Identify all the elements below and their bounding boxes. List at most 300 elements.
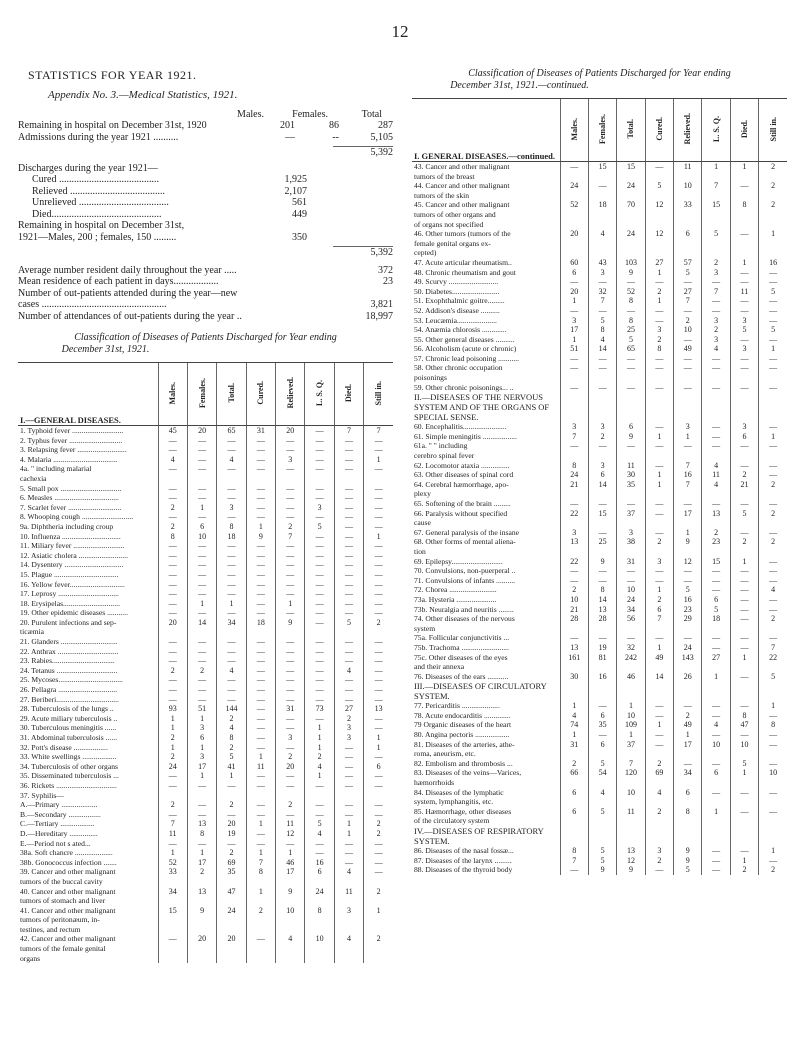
disease-label: A.—Primary ................... [20, 800, 98, 810]
cell-value [617, 518, 645, 528]
cell-value [334, 791, 363, 801]
cell-value [702, 662, 730, 672]
cell-value: — [217, 436, 246, 446]
cell-value: — [187, 464, 216, 474]
cell-value: 2 [759, 509, 787, 519]
cell-value: — [730, 846, 758, 856]
cell-value: — [617, 354, 645, 364]
cell-value: — [730, 788, 758, 798]
table-row [412, 537, 787, 547]
cell-value: — [276, 695, 305, 705]
cell-value [334, 944, 363, 954]
table-row [412, 730, 787, 740]
cell-value: — [246, 608, 275, 618]
cell-value: 9 [276, 887, 305, 897]
cell-value: 1 [305, 771, 334, 781]
cell-value: — [305, 637, 334, 647]
disease-label: 64. Cerebral hæmorrhage, apo- [414, 479, 509, 489]
cell-value: — [305, 685, 334, 695]
disease-label: system, lymphangitis, etc. [414, 797, 494, 807]
cell-value [364, 474, 393, 484]
column-header [246, 363, 275, 426]
summary-header: Males. Females. Total [237, 109, 382, 120]
cell-value: — [246, 551, 275, 561]
disease-label: 80. Angina pectoris .................. [414, 730, 510, 740]
cell-value: — [187, 839, 216, 849]
disease-label: 43. Cancer and other malignant [414, 162, 510, 171]
cell-value [588, 826, 616, 846]
cell-value: 2 [759, 865, 787, 875]
cell-value: 24 [560, 470, 588, 480]
cell-value: — [617, 306, 645, 316]
cell-value: 1 [305, 723, 334, 733]
disease-label: tumors of other organs and [414, 209, 496, 219]
cell-value: — [217, 512, 246, 522]
table-row [18, 887, 393, 897]
cell-value: — [187, 512, 216, 522]
cell-value: 1 [364, 455, 393, 465]
cell-value: 1 [246, 848, 275, 858]
table-row [18, 781, 393, 791]
cell-value: 34 [217, 618, 246, 628]
disease-label: 60. Encephalitis....................... [414, 422, 507, 432]
cell-value: 20 [187, 934, 216, 944]
cell-value: 9 [187, 906, 216, 916]
cell-value [246, 627, 275, 637]
cell-value: 56 [617, 614, 645, 624]
cell-value: — [730, 595, 758, 605]
cell-value: 15 [617, 162, 645, 172]
cell-value [246, 877, 275, 887]
table-row [18, 771, 393, 781]
cell-value: — [276, 464, 305, 474]
cell-value: 24 [674, 643, 702, 653]
cell-value: 24 [560, 181, 588, 191]
cell-value [730, 373, 758, 383]
left-table-subtitle: December 31st, 1921. [61, 344, 150, 355]
cell-value: — [334, 781, 363, 791]
cell-value: — [759, 528, 787, 538]
cell-value [730, 248, 758, 258]
cell-value: — [588, 528, 616, 538]
cell-value: 10 [759, 768, 787, 778]
cell-value [588, 816, 616, 826]
cell-value: — [364, 608, 393, 618]
cell-value: 26 [674, 672, 702, 682]
cell-value: 1 [246, 819, 275, 829]
cell-value [187, 896, 216, 906]
table-row [18, 954, 393, 964]
cell-value: 1 [645, 296, 673, 306]
cell-value: — [305, 484, 334, 494]
disease-label: 54. Anæmia chlorosis ............. [414, 325, 507, 335]
disease-label: 63. Other diseases of spinal cord [414, 470, 514, 480]
cell-value: 5 [588, 846, 616, 856]
cell-value [674, 392, 702, 422]
cell-value: 70 [617, 200, 645, 210]
cell-value [588, 681, 616, 701]
cell-value [674, 518, 702, 528]
cell-value: — [246, 656, 275, 666]
cell-value [588, 248, 616, 258]
cell-value [588, 191, 616, 201]
cell-value: — [645, 461, 673, 471]
cell-value [702, 248, 730, 258]
cell-value: — [702, 576, 730, 586]
cell-value [334, 627, 363, 637]
disease-label: 83. Diseases of the veins—Varices, [414, 768, 522, 778]
cell-value: — [246, 445, 275, 455]
cell-value: — [158, 599, 187, 609]
cell-value: — [674, 277, 702, 287]
cell-value [759, 518, 787, 528]
cell-value [158, 627, 187, 637]
cell-value: — [305, 570, 334, 580]
cell-value: 3 [645, 557, 673, 567]
disease-label: 28. Tuberculosis of the lungs .. [20, 704, 114, 714]
table-row [412, 788, 787, 798]
cell-value: 14 [588, 595, 616, 605]
cell-value [187, 627, 216, 637]
cell-value: 20 [560, 287, 588, 297]
column-header [759, 99, 787, 162]
cell-value [217, 791, 246, 801]
discharge-value: 2,107 [284, 185, 307, 197]
cell-value: 3 [730, 316, 758, 326]
cell-value: 46 [276, 858, 305, 868]
cell-value: 1 [674, 528, 702, 538]
cell-value: 9 [674, 856, 702, 866]
cell-value: 1 [305, 743, 334, 753]
cell-value: 1 [674, 730, 702, 740]
column-header-text: Died. [739, 120, 749, 138]
cell-value: 10 [617, 585, 645, 595]
cell-value: — [305, 532, 334, 542]
cell-value: — [305, 541, 334, 551]
cell-value: — [246, 810, 275, 820]
cell-value [645, 210, 673, 220]
cell-value: — [759, 461, 787, 471]
cell-value: 4 [158, 455, 187, 465]
cell-value: — [702, 432, 730, 442]
cell-value: — [276, 512, 305, 522]
cell-value: 5 [674, 585, 702, 595]
cell-value: 2 [759, 480, 787, 490]
cell-value: — [364, 695, 393, 705]
section-row [412, 826, 787, 846]
cell-value: 8 [187, 829, 216, 839]
disease-label: cause [414, 518, 431, 528]
statistic-value: 18,997 [365, 310, 393, 322]
cell-value: 1 [158, 714, 187, 724]
cell-value: 13 [588, 605, 616, 615]
cell-value: 1 [759, 701, 787, 711]
table-row [18, 551, 393, 561]
page-number: 12 [391, 22, 409, 41]
table-row [412, 191, 787, 201]
cell-value: 2 [276, 522, 305, 532]
cell-value [730, 547, 758, 557]
disease-label: system [414, 623, 436, 633]
cell-value: 2 [364, 618, 393, 628]
cell-value: 11 [702, 470, 730, 480]
cell-value: — [702, 711, 730, 721]
cell-value: — [305, 512, 334, 522]
cell-value: 13 [560, 643, 588, 653]
cell-value: 5 [759, 287, 787, 297]
cell-value [617, 797, 645, 807]
cell-value [560, 816, 588, 826]
column-header [560, 99, 588, 162]
cell-value [560, 749, 588, 759]
cell-value: — [334, 637, 363, 647]
cell-value: — [364, 752, 393, 762]
table-row [412, 383, 787, 393]
cell-value: — [246, 800, 275, 810]
cell-value: — [158, 685, 187, 695]
cell-value: — [560, 306, 588, 316]
cell-value: — [730, 181, 758, 191]
cell-value: — [158, 560, 187, 570]
cell-value: — [305, 714, 334, 724]
cell-value [645, 518, 673, 528]
cell-value: — [645, 306, 673, 316]
cell-value [674, 624, 702, 634]
column-header-text: L. S. Q. [315, 379, 325, 406]
cell-value [645, 392, 673, 422]
cell-value: — [334, 484, 363, 494]
cell-value [730, 239, 758, 249]
cell-value: 1 [674, 432, 702, 442]
cell-value: 7 [702, 287, 730, 297]
table-row [412, 316, 787, 326]
discharges-label: Discharges during the year 1921— [18, 162, 158, 174]
disease-label: 34. Tuberculosis of other organs [20, 761, 118, 771]
cell-value [730, 662, 758, 672]
cell-value: 2 [759, 537, 787, 547]
cell-value: — [217, 493, 246, 503]
cell-value: — [305, 800, 334, 810]
cell-value: — [305, 695, 334, 705]
cell-value: — [187, 685, 216, 695]
cell-value: — [364, 839, 393, 849]
cell-value: — [759, 335, 787, 345]
remaining-31-label: Remaining in hospital on December 31st, [18, 220, 185, 231]
cell-value: 8 [759, 720, 787, 730]
table-row [18, 599, 393, 609]
cell-value: — [305, 589, 334, 599]
cell-value: — [364, 810, 393, 820]
statistic-label: Number of out-patients attended during the year—new [18, 287, 238, 299]
cell-value: — [730, 730, 758, 740]
cell-value [217, 954, 246, 964]
table-row [412, 662, 787, 672]
cell-value: 2 [187, 867, 216, 877]
cell-value: 1 [364, 906, 393, 916]
cell-value: 24 [217, 906, 246, 916]
disease-label: 87. Diseases of the larynx ......... [414, 855, 512, 865]
cell-value [645, 172, 673, 182]
cell-value [560, 624, 588, 634]
cell-value: — [217, 675, 246, 685]
cell-value [730, 518, 758, 528]
cell-value: 11 [158, 829, 187, 839]
cell-value: 31 [617, 557, 645, 567]
cell-value: 14 [645, 672, 673, 682]
cell-value: 16 [674, 595, 702, 605]
cell-value [217, 877, 246, 887]
cell-value: — [158, 839, 187, 849]
cell-value: 2 [217, 848, 246, 858]
cell-value: 8 [730, 200, 758, 210]
cell-value [364, 944, 393, 954]
cell-value: — [645, 162, 673, 172]
disease-label: 71. Convulsions of infants .......... [414, 575, 516, 585]
cell-value: 22 [560, 557, 588, 567]
cell-value: — [730, 306, 758, 316]
cell-value [702, 518, 730, 528]
disease-label: ticæmia [20, 627, 45, 637]
cell-value [364, 791, 393, 801]
table-row [18, 512, 393, 522]
cell-value [276, 627, 305, 637]
cell-value [645, 749, 673, 759]
cell-value: — [560, 383, 588, 393]
cell-value [617, 373, 645, 383]
cell-value [560, 220, 588, 230]
disease-label: 23. Rabies................................. [20, 656, 115, 666]
cell-value: — [217, 589, 246, 599]
right-column [412, 68, 787, 875]
cell-value: — [674, 633, 702, 643]
cell-value: 4 [334, 867, 363, 877]
cell-value [702, 239, 730, 249]
cell-value [674, 248, 702, 258]
cell-value [187, 791, 216, 801]
disease-label: 17. Leprosy ................................ [20, 589, 119, 599]
cell-value [560, 373, 588, 383]
cell-value: — [217, 570, 246, 580]
disease-label: 76. Diseases of the ears ........... [414, 671, 509, 681]
cell-value: 9 [276, 618, 305, 628]
cell-value [702, 778, 730, 788]
cell-value [364, 627, 393, 637]
cell-value: 57 [674, 258, 702, 268]
cell-value [617, 489, 645, 499]
cell-value: 10 [674, 181, 702, 191]
cell-value: — [334, 752, 363, 762]
cell-value [674, 489, 702, 499]
cell-value: — [702, 585, 730, 595]
cell-value [217, 915, 246, 925]
cell-value: — [246, 781, 275, 791]
summary-remaining-row: Remaining in hospital on December 31st, 1920 201 86 287 [18, 120, 393, 131]
cell-value [560, 778, 588, 788]
cell-value: 8 [588, 585, 616, 595]
cell-value: — [246, 637, 275, 647]
table-row [18, 810, 393, 820]
cell-value: 5 [674, 268, 702, 278]
cell-value: — [588, 576, 616, 586]
disease-label: cachexia [20, 473, 47, 483]
cell-value [674, 662, 702, 672]
disease-label: 1. Typhoid fever ........................... [20, 426, 124, 435]
cell-value: 1 [730, 653, 758, 663]
cell-value [730, 797, 758, 807]
cell-value: 3 [276, 733, 305, 743]
cell-value: — [759, 296, 787, 306]
cell-value [759, 489, 787, 499]
statistic-row [18, 299, 393, 311]
table-row [412, 605, 787, 615]
table-row [18, 675, 393, 685]
cell-value: 10 [730, 740, 758, 750]
disease-label: 26. Pellagra ............................... [20, 685, 118, 695]
cell-value [158, 896, 187, 906]
cell-value: 9 [588, 557, 616, 567]
cell-value: — [305, 666, 334, 676]
cell-value: — [187, 656, 216, 666]
table-row [412, 566, 787, 576]
cell-value: 1 [730, 768, 758, 778]
table-row [412, 489, 787, 499]
cell-value [617, 547, 645, 557]
disease-label: of organs not specified [414, 219, 484, 229]
cell-value: — [674, 499, 702, 509]
disease-label: 44. Cancer and other malignant [414, 181, 510, 191]
cell-value: — [617, 633, 645, 643]
cell-value: 19 [588, 643, 616, 653]
disease-label: 62. Locomotor ataxia ............... [414, 460, 510, 470]
disease-label: 20. Purulent infections and sep- [20, 617, 117, 627]
table-row [18, 522, 393, 532]
cell-value: 5 [617, 335, 645, 345]
cell-value: 2 [730, 470, 758, 480]
disease-label: 31. Abdominal tuberculosis ...... [20, 733, 118, 742]
discharge-row [18, 197, 393, 209]
cell-value: — [617, 499, 645, 509]
table-row [18, 848, 393, 858]
cell-value: — [364, 781, 393, 791]
cell-value: 15 [702, 557, 730, 567]
cell-value: — [730, 614, 758, 624]
cell-value: — [730, 268, 758, 278]
column-header [158, 363, 187, 426]
cell-value [645, 373, 673, 383]
cell-value: — [702, 701, 730, 711]
cell-value [674, 220, 702, 230]
cell-value: 1 [730, 856, 758, 866]
cell-value: — [364, 675, 393, 685]
cell-value: — [276, 608, 305, 618]
cell-value: 12 [645, 229, 673, 239]
cell-value: — [158, 608, 187, 618]
table-row [412, 451, 787, 461]
table-row [18, 656, 393, 666]
cell-value: 7 [276, 532, 305, 542]
cell-value: — [217, 656, 246, 666]
cell-value: — [560, 576, 588, 586]
cell-value: 7 [674, 296, 702, 306]
disease-label: and their annexa [414, 662, 465, 672]
cell-value [702, 392, 730, 422]
cell-value: — [674, 759, 702, 769]
cell-value: 9 [674, 846, 702, 856]
cell-value: 4 [702, 344, 730, 354]
cell-value: 2 [560, 759, 588, 769]
cell-value: — [305, 455, 334, 465]
cell-value [730, 489, 758, 499]
